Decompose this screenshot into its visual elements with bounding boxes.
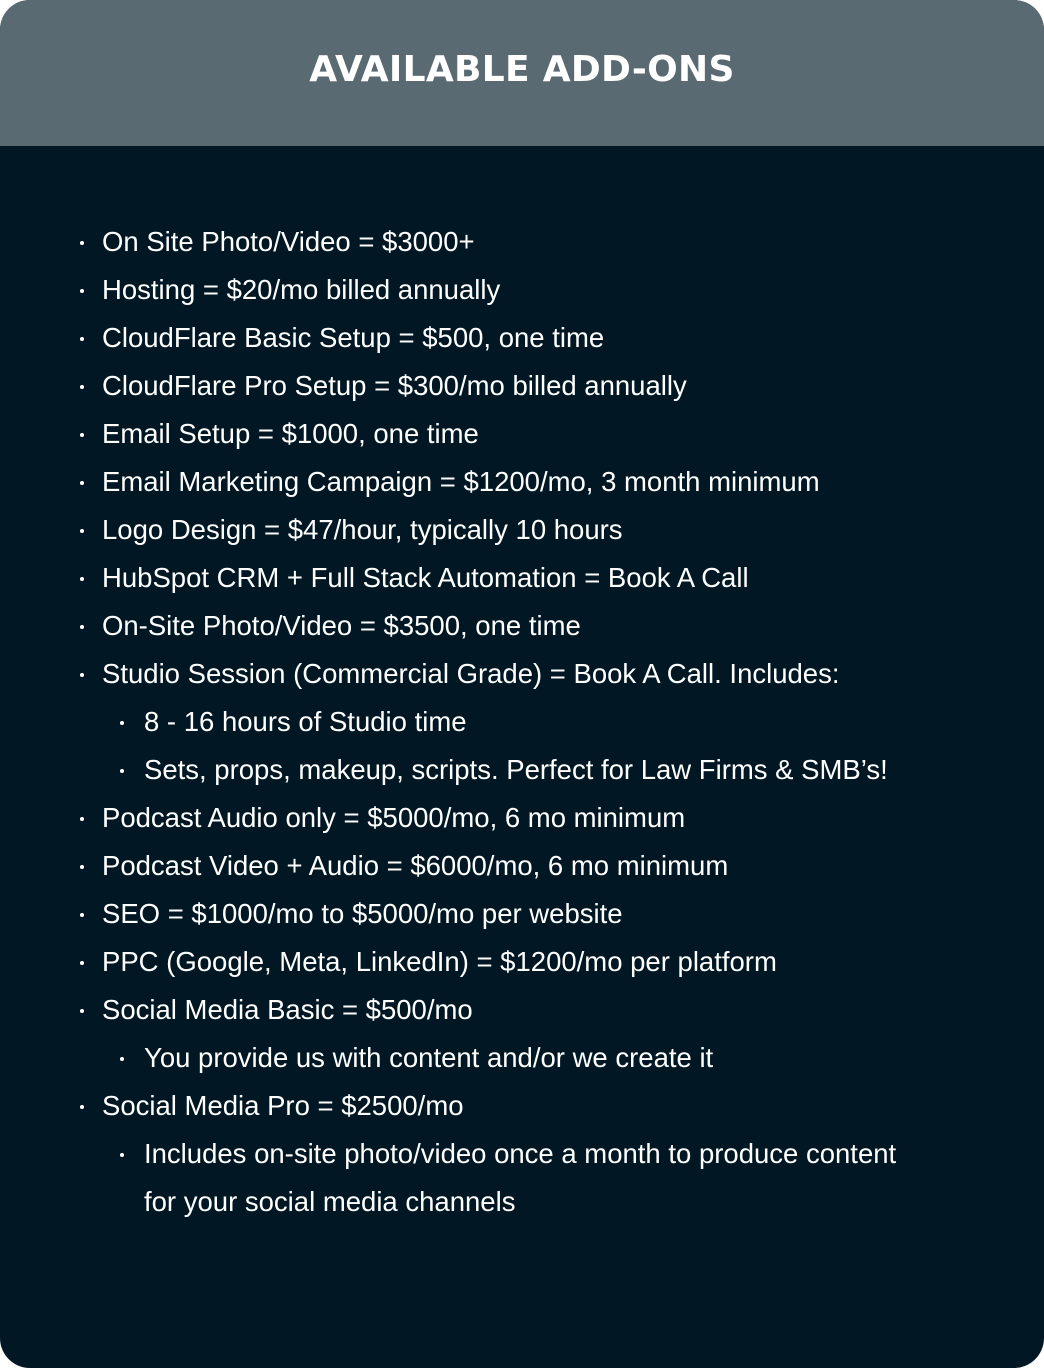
list-item: Podcast Video + Audio = $6000/mo, 6 mo minimum	[0, 842, 1044, 890]
list-item: PPC (Google, Meta, LinkedIn) = $1200/mo per platform	[0, 938, 1044, 986]
card-header	[0, 0, 1044, 146]
list-item: Email Marketing Campaign = $1200/mo, 3 month minimum	[0, 458, 1044, 506]
list-item: Logo Design = $47/hour, typically 10 hours	[0, 506, 1044, 554]
sub-list-item: Includes on-site photo/video once a month to produce content for your social media channels	[0, 1130, 934, 1226]
list-item: Social Media Pro = $2500/mo	[0, 1082, 1044, 1130]
list-item: Hosting = $20/mo billed annually	[0, 266, 1044, 314]
list-item: Podcast Audio only = $5000/mo, 6 mo minimum	[0, 794, 1044, 842]
list-item: CloudFlare Pro Setup = $300/mo billed annually	[0, 362, 1044, 410]
sub-list-item: You provide us with content and/or we create it	[0, 1034, 1044, 1082]
list-item: SEO = $1000/mo to $5000/mo per website	[0, 890, 1044, 938]
list-item: CloudFlare Basic Setup = $500, one time	[0, 314, 1044, 362]
card-body	[0, 146, 1044, 1226]
list-item: HubSpot CRM + Full Stack Automation = Book A Call	[0, 554, 1044, 602]
sub-list-item: 8 - 16 hours of Studio time	[0, 698, 1044, 746]
list-item: On-Site Photo/Video = $3500, one time	[0, 602, 1044, 650]
addons-list	[0, 218, 1044, 1226]
list-item: Social Media Basic = $500/mo	[0, 986, 1044, 1034]
list-item: Email Setup = $1000, one time	[0, 410, 1044, 458]
page-title: AVAILABLE ADD-ONS	[309, 49, 735, 90]
sub-list-item: Sets, props, makeup, scripts. Perfect for Law Firms & SMB’s!	[0, 746, 1044, 794]
list-item: Studio Session (Commercial Grade) = Book A Call. Includes:	[0, 650, 1044, 698]
list-item: On Site Photo/Video = $3000+	[0, 218, 1044, 266]
